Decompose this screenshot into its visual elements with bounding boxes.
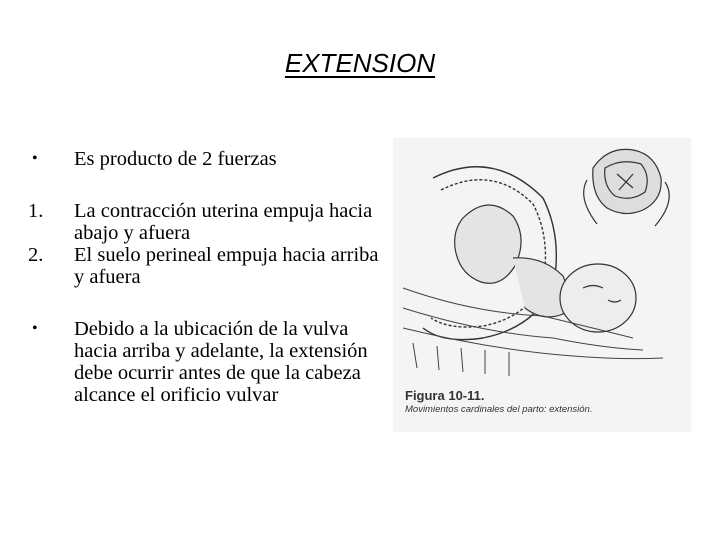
bullet-text: Es producto de 2 fuerzas (74, 148, 277, 170)
numbered-text: El suelo perineal empuja hacia arriba y afuera (74, 244, 379, 288)
pelvis-drawing (584, 149, 670, 226)
bullet-list (24, 148, 384, 406)
bullet-marker: • (32, 320, 38, 337)
numbered-text: La contracción uterina empuja hacia abajo y afuera (74, 200, 373, 244)
numbered-item (24, 200, 384, 244)
slide-title (0, 48, 720, 79)
fetus-drawing (455, 205, 636, 332)
numbered-item (24, 244, 384, 288)
bullet-item (24, 148, 384, 170)
number-marker: 2. (28, 244, 44, 266)
bullet-item (24, 318, 384, 406)
birth-extension-illustration (393, 138, 691, 383)
bullet-marker: • (32, 150, 38, 167)
slide-title-text: EXTENSION (284, 48, 436, 78)
number-marker: 1. (28, 200, 44, 222)
figure-number: Figura 10-11. (405, 388, 485, 403)
figure-caption (405, 388, 592, 415)
anatomy-figure (393, 138, 691, 432)
bullet-text: Debido a la ubicación de la vulva hacia arriba y adelante, la extensión debe ocurrir antes de que la cabeza alcance el orificio vulvar (74, 318, 368, 406)
figure-caption-text: Movimientos cardinales del parto: extensión. (405, 404, 593, 415)
